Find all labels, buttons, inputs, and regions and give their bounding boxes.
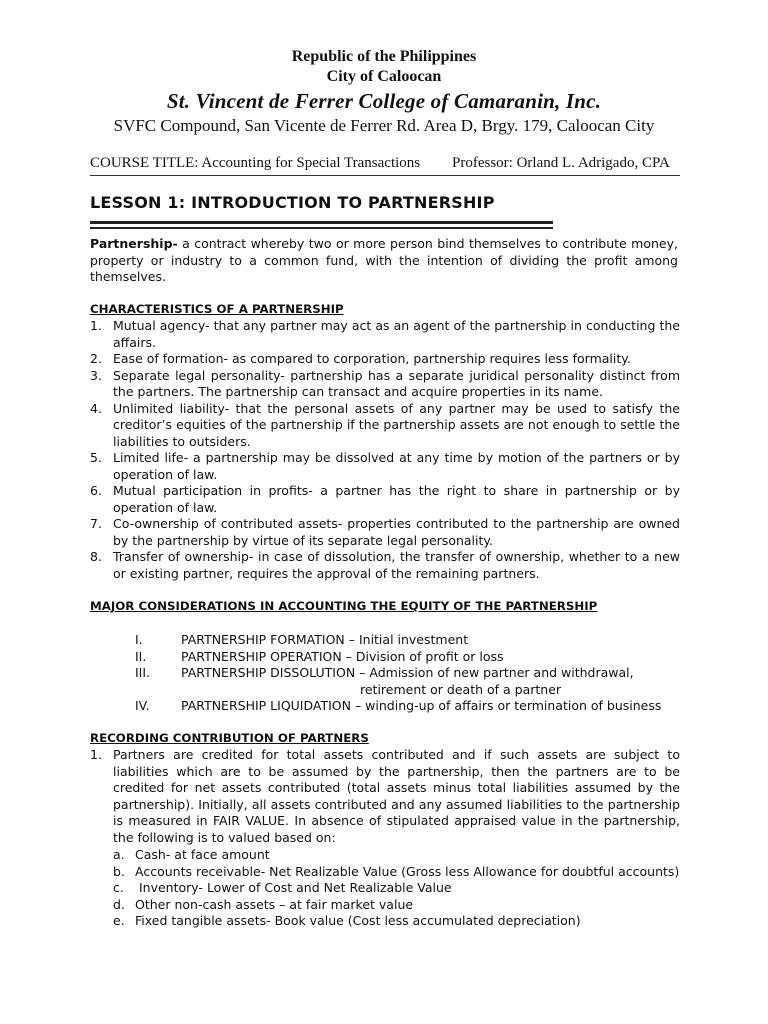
lesson-title: LESSON 1: INTRODUCTION TO PARTNERSHIP (90, 193, 495, 212)
valuation-sublist (113, 847, 683, 930)
list-item: c. Inventory- Lower of Cost and Net Realizable Value (113, 880, 452, 895)
school-name: St. Vincent de Ferrer College of Camaranin, Inc. (166, 89, 602, 113)
definition-term: Partnership- (90, 236, 178, 251)
course-title: COURSE TITLE: Accounting for Special Transactions (90, 155, 421, 171)
list-item: IV. PARTNERSHIP LIQUIDATION – winding-up of affairs or termination of business (135, 698, 662, 713)
school-address: SVFC Compound, San Vicente de Ferrer Rd. Area D, Brgy. 179, Caloocan City (113, 116, 655, 135)
header-country: Republic of the Philippines (291, 48, 477, 65)
characteristics-list (90, 318, 680, 582)
list-item: 7. Co-ownership of contributed assets- properties contributed to the partnership are owned by the partnership by virtue of its separate legal personality. (90, 516, 680, 548)
header-city: City of Caloocan (326, 68, 442, 85)
list-item-continuation: retirement or death of a partner (360, 681, 562, 697)
considerations-heading: MAJOR CONSIDERATIONS IN ACCOUNTING THE EQUITY OF THE PARTNERSHIP (90, 599, 598, 613)
professor-name: Professor: Orland L. Adrigado, CPA (452, 155, 670, 171)
list-item: 3. Separate legal personality- partnership has a separate juridical personality distinct from the partners. The partnership can transact and acquire properties in its name. (90, 367, 680, 399)
list-item: III. PARTNERSHIP DISSOLUTION – Admission of new partner and withdrawal, (135, 665, 634, 680)
list-item: 1. Partners are credited for total assets contributed and if such assets are subject to liabilities which are to be assumed by the partnership, then the partners are to be credited for net assets contributed (total assets minus total liabilities assumed by the partnership). Initially, all assets contributed and any assumed liabilities to the partnership is measured in FAIR VALUE. In absence of stipulated appraised value in the partnership, the following is to valued based on: (90, 747, 680, 845)
list-item: d. Other non-cash assets – at fair market value (113, 896, 414, 912)
considerations-list (90, 632, 680, 715)
list-item: a. Cash- at face amount (113, 847, 270, 862)
title-double-rule (90, 221, 553, 229)
list-item: 8. Transfer of ownership- in case of dissolution, the transfer of ownership, whether to a new or existing partner, requires the approval of the remaining partners. (90, 549, 680, 581)
characteristics-heading: CHARACTERISTICS OF A PARTNERSHIP (90, 302, 344, 316)
list-item: b. Accounts receivable- Net Realizable Value (Gross less Allowance for doubtful accounts) (113, 863, 680, 879)
definition-text: a contract whereby two or more person bind themselves to contribute money, property or industry to a common fund, with the intention of dividing the profit among themselves. (90, 236, 678, 284)
recording-list (90, 747, 680, 846)
header-divider (90, 175, 680, 176)
list-item: 6. Mutual participation in profits- a partner has the right to share in partnership or by operation of law. (90, 483, 680, 515)
list-item: e. Fixed tangible assets- Book value (Cost less accumulated depreciation) (113, 913, 581, 928)
list-item: 1. Mutual agency- that any partner may act as an agent of the partnership in conducting the affairs. (90, 318, 680, 350)
list-item: II. PARTNERSHIP OPERATION – Division of profit or loss (135, 648, 504, 664)
list-item: 4. Unlimited liability- that the personal assets of any partner may be used to satisfy the creditor’s equities of the partnership if the partnership assets are not enough to settle the liabilities to outsiders. (90, 400, 680, 449)
partnership-definition (90, 236, 678, 286)
list-item: I. PARTNERSHIP FORMATION – Initial investment (135, 632, 469, 647)
recording-heading: RECORDING CONTRIBUTION OF PARTNERS (90, 731, 369, 745)
list-item: 2. Ease of formation- as compared to corporation, partnership requires less formality. (90, 351, 631, 366)
list-item: 5. Limited life- a partnership may be dissolved at any time by motion of the partners or by operation of law. (90, 450, 680, 482)
